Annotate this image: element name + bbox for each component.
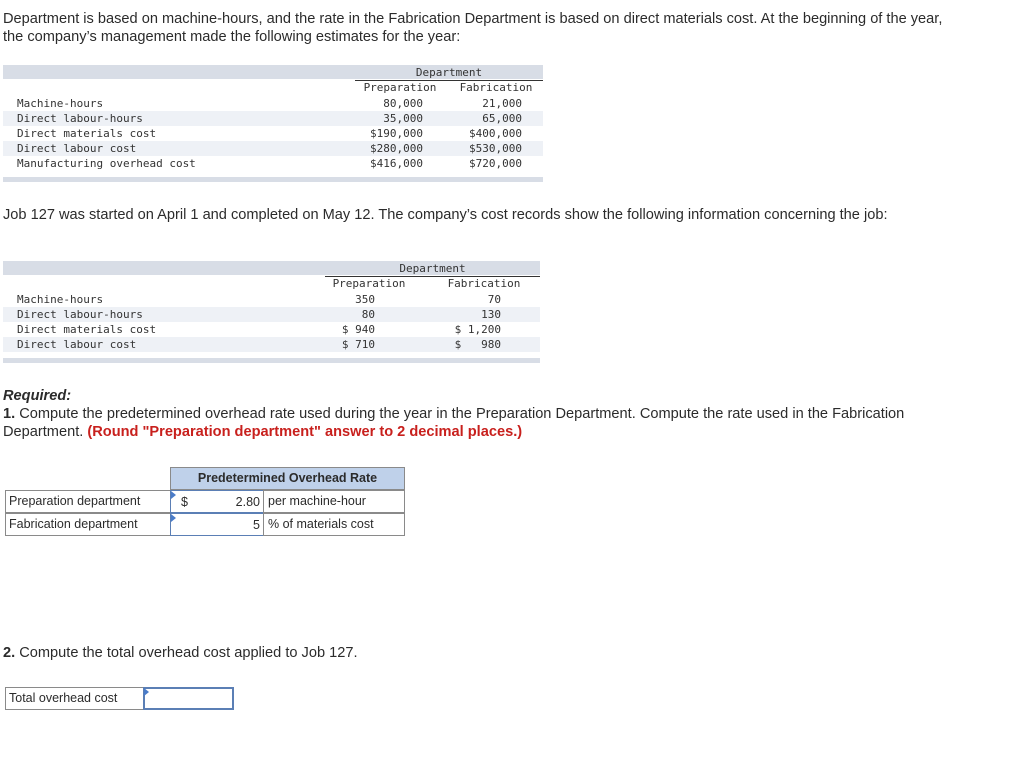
preparation-value: $280,000 [370,142,423,155]
table-row [3,96,543,111]
required-section [3,387,963,441]
job-intro-text: Job 127 was started on April 1 and completed on May 12. The company’s cost records show the following information concerning the job: [3,207,888,223]
preparation-column-header: Preparation [363,81,437,94]
table-row [3,322,540,337]
question-1-text: Compute the predetermined overhead rate used during the year in the Preparation Department. Compute the rate used in the Fabrication Department. [3,406,905,440]
table-row [3,307,540,322]
preparation-value: $ 940 [341,323,375,336]
preparation-value: 35,000 [383,112,423,125]
question-2 [3,644,963,662]
row-label: Machine-hours [17,97,104,110]
preparation-rate-unit: per machine-hour [263,490,405,513]
fabrication-rate-input[interactable] [170,513,264,536]
row-label: Direct materials cost [17,127,157,140]
question-2-text: Compute the total overhead cost applied to Job 127. [15,645,358,661]
row-label: Machine-hours [17,293,104,306]
department-header: Department [415,66,483,79]
row-label: Direct labour-hours [17,112,143,125]
row-label: Direct labour-hours [17,308,143,321]
total-overhead-input[interactable] [143,687,234,710]
fabrication-value: 70 [487,293,501,306]
preparation-value: 350 [355,293,375,306]
fabrication-department-label: Fabrication department [5,513,171,536]
table-row [3,141,543,156]
fabrication-value: $ 1,200 [454,323,501,336]
table-row [3,337,540,352]
estimates-table [3,65,543,183]
fabrication-column-header: Fabrication [447,277,521,290]
row-label: Manufacturing overhead cost [17,157,196,170]
fabrication-column-header: Fabrication [459,81,533,94]
table-row [3,292,540,307]
job-table [3,261,540,364]
question-2-number: 2. [3,645,16,661]
intro-text: Department is based on machine-hours, and the rate in the Fabrication Department is based on direct materials cost. At the beginning of the year, the company’s management made the following estimates for the year: [3,11,943,45]
fabrication-value: $530,000 [469,142,522,155]
fabrication-value: $720,000 [469,157,522,170]
preparation-value: 80,000 [383,97,423,110]
currency-symbol: $ [181,495,188,509]
row-label: Direct labour cost [17,338,137,351]
preparation-rate-input[interactable] [170,490,264,513]
preparation-value: $416,000 [370,157,423,170]
rounding-note: (Round "Preparation department" answer to 2 decimal places.) [87,424,523,440]
preparation-value: $190,000 [370,127,423,140]
fabrication-value: 130 [481,308,501,321]
row-label: Direct labour cost [17,142,137,155]
preparation-value: $ 710 [341,338,375,351]
preparation-department-label: Preparation department [5,490,171,513]
required-heading: Required: [3,388,72,404]
input-flag-icon [144,688,149,696]
fabrication-rate-unit: % of materials cost [263,513,405,536]
input-flag-icon [171,491,176,499]
preparation-rate-value: 2.80 [235,495,260,509]
table-band-bottom [3,358,540,363]
total-overhead-label: Total overhead cost [5,687,144,710]
fabrication-value: 21,000 [482,97,522,110]
table-row [3,111,543,126]
rate-table-header: Predetermined Overhead Rate [170,467,405,490]
table-row [3,156,543,171]
fabrication-value: 65,000 [482,112,522,125]
input-flag-icon [171,514,176,522]
fabrication-rate-value: 5 [253,518,260,532]
preparation-column-header: Preparation [332,277,406,290]
question-1 [3,405,963,441]
preparation-value: 80 [361,308,375,321]
fabrication-value: $ 980 [454,338,501,351]
question-1-number: 1. [3,406,16,422]
department-header: Department [399,262,466,275]
fabrication-value: $400,000 [469,127,522,140]
row-label: Direct materials cost [17,323,157,336]
table-band-bottom [3,177,543,182]
table-row [3,126,543,141]
